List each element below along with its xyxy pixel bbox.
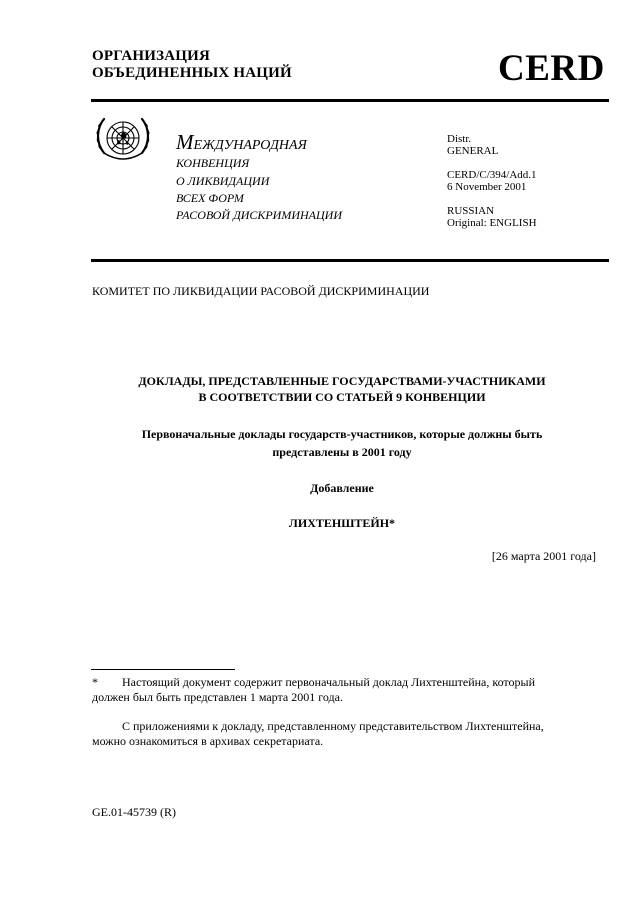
addendum-label: Добавление: [310, 481, 374, 495]
header-rule-top: [91, 99, 609, 102]
distr-label: Distr.: [447, 133, 472, 145]
document-number: GE.01-45739 (R): [92, 805, 176, 819]
document-symbol: CERD/C/394/Add.1: [447, 169, 537, 181]
footnote-2-line-2: можно ознакомиться в архивах секретариата.: [92, 734, 324, 748]
convention-title: [176, 130, 307, 155]
report-title-line-2: В СООТВЕТСТВИИ СО СТАТЬЕЙ 9 КОНВЕНЦИИ: [198, 390, 486, 404]
footnote-separator: [91, 669, 235, 670]
distribution-value: GENERAL: [447, 145, 499, 157]
document-language: RUSSIAN: [447, 205, 495, 217]
footnote-1-text-1: Настоящий документ содержит первоначальный доклад Лихтенштейна, который: [122, 675, 535, 689]
convention-line-4: ВСЕХ ФОРМ: [176, 191, 244, 205]
convention-line-3: О ЛИКВИДАЦИИ: [176, 174, 270, 188]
org-line-2: ОБЪЕДИНЕННЫХ НАЦИЙ: [92, 65, 292, 81]
footnote-1-line-1: [92, 675, 572, 690]
footnote-marker: *: [92, 675, 98, 689]
footnote-1-line-2: должен был быть представлен 1 марта 2001 года.: [92, 690, 343, 704]
org-line-1: ОРГАНИЗАЦИЯ: [92, 48, 211, 64]
subtitle-line-2: представлены в 2001 году: [272, 445, 412, 459]
convention-line-2: КОНВЕНЦИЯ: [176, 156, 250, 170]
header-rule-bottom: [91, 259, 609, 262]
convention-first-word: ЕЖДУНАРОДНАЯ: [193, 138, 307, 153]
convention-initial: М: [176, 130, 194, 154]
organization-name: [92, 48, 292, 82]
report-date: [26 марта 2001 года]: [491, 549, 596, 563]
footnote-2-line-1: [92, 719, 572, 734]
subtitle-line-1: Первоначальные доклады государств-участников, которые должны быть: [141, 427, 543, 441]
footnote-2-text-1: С приложениями к докладу, представленному представительством Лихтенштейна,: [122, 719, 544, 733]
footnote-1: [92, 675, 572, 705]
committee-name: КОМИТЕТ ПО ЛИКВИДАЦИИ РАСОВОЙ ДИСКРИМИНАЦИИ: [92, 284, 430, 298]
footnote-2: [92, 719, 572, 749]
series-code: CERD: [498, 48, 605, 89]
original-language: Original: ENGLISH: [447, 217, 537, 229]
report-title-line-1: ДОКЛАДЫ, ПРЕДСТАВЛЕННЫЕ ГОСУДАРСТВАМИ-УЧАСТНИКАМИ: [138, 374, 546, 388]
convention-line-5: РАСОВОЙ ДИСКРИМИНАЦИИ: [176, 208, 343, 222]
un-emblem-icon: [92, 113, 154, 169]
document-date: 6 November 2001: [447, 181, 527, 193]
country-name: ЛИХТЕНШТЕЙН*: [288, 516, 396, 530]
